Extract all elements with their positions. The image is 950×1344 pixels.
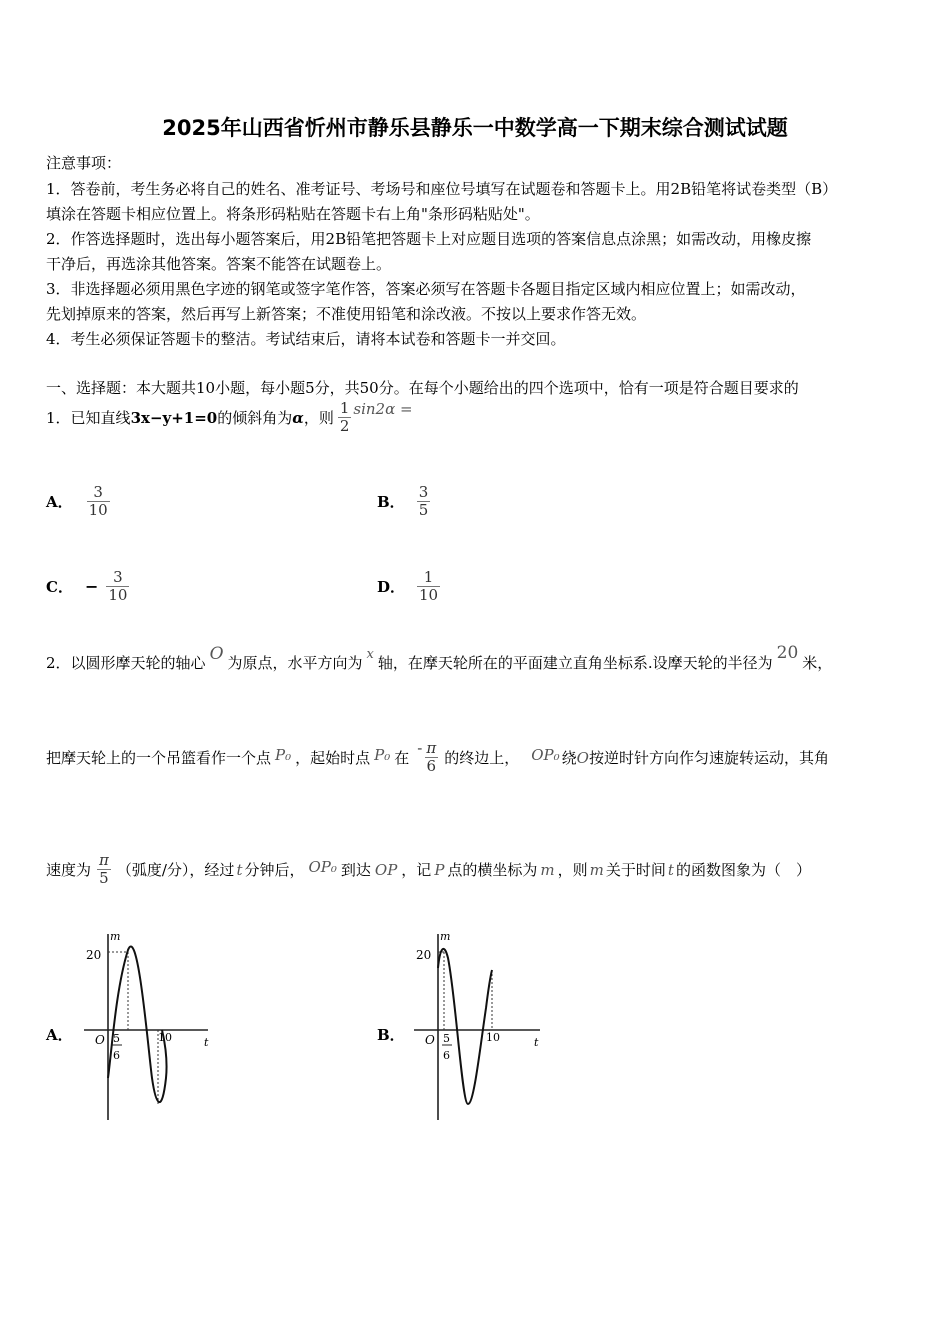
t-symbol: t [236,860,243,879]
x-symbol: x [366,647,374,662]
question-text: 轴，在摩天轮所在的平面建立直角坐标系.设摩天轮的半径为 [377,654,773,672]
angle-fraction [424,740,438,776]
option-fraction [417,484,431,520]
fraction-denominator: 5 [418,501,429,520]
x-axis-label: t [204,1036,209,1049]
y-max-label: 20 [416,948,432,962]
fraction-numerator: π [99,851,109,869]
x-tick-denominator: 6 [113,1049,120,1062]
question-text: 的函数图象为（ ） [675,861,811,880]
origin-label: O [425,1033,435,1047]
option-b[interactable] [377,484,430,520]
question-text: 已知直线 [70,409,131,428]
half-fraction [338,400,352,436]
notice-line: 先划掉原来的答案，然后再写上新答案；不准使用铅笔和涂改液。不按以上要求作答无效。 [46,305,647,323]
option-label: B． [377,493,405,512]
y-axis-label: m [440,930,451,943]
notice-line: 干净后，再选涂其他答案。答案不能答在试题卷上。 [46,255,392,273]
y-max-label: 20 [86,948,102,962]
question-text: 米， [802,654,833,672]
option-fraction [417,569,440,605]
radius-value: 20 [776,642,799,663]
fraction-denominator: 5 [99,869,109,888]
x-tick-denominator: 6 [443,1049,450,1062]
alpha-symbol: α [292,408,304,427]
origin-symbol: O [209,643,224,664]
op-symbol: OP [374,860,398,879]
fraction-numerator: 3 [93,483,103,501]
x-tick-numerator: 5 [443,1032,450,1045]
question-text: 的终边上， [444,749,520,768]
question-text: ，记 [401,861,432,880]
x-axis-label: t [534,1036,539,1049]
graph-option-a-label[interactable] [46,1024,73,1045]
option-sign: − [84,577,99,597]
notice-line: 3．非选择题必须用黑色字迹的钢笔或签字笔作答，答案必须写在答题卡各题目指定区域内相应位置上；如需改动， [46,280,806,298]
graph-a[interactable] [80,928,220,1124]
option-label: B． [377,1026,405,1044]
y-axis-label: m [110,930,121,943]
question-text: 分钟后， [244,861,305,880]
question-text: 按逆时针方向作匀速旋转运动，其角 [588,749,829,768]
question-2-line-2 [46,740,829,776]
question-text: ，起始时点 [295,749,371,768]
question-text: 绕 [561,749,577,768]
line-equation: 3x−y+1=0 [130,408,218,427]
question-text: 以圆形摩天轮的轴心 [70,654,206,672]
option-label: C． [46,578,73,597]
question-text: 点的横坐标为 [447,861,538,880]
option-fraction [87,484,110,520]
option-label: A． [46,493,73,512]
option-d[interactable] [377,569,440,605]
fraction-numerator: 3 [113,568,123,586]
option-a[interactable] [46,484,110,520]
fraction-denominator: 2 [339,417,350,436]
p0-symbol: P₀ [374,745,391,764]
notice-heading: 注意事项： [46,154,122,172]
question-number: 2． [46,654,71,672]
notice-line: 填涂在答题卡相应位置上。将条形码粘贴在答题卡右上角"条形码粘贴处"。 [46,205,540,223]
t-symbol: t [667,860,674,879]
question-text: 的倾斜角为 [217,409,293,428]
graph-b[interactable] [410,928,550,1124]
question-text: 关于时间 [605,861,666,880]
x-tick-10: 10 [486,1031,500,1044]
sin-expression: sin2α = [353,399,413,418]
question-text: ，则 [557,861,588,880]
question-text: 在 [394,749,410,768]
question-text: 到达 [340,861,371,880]
question-text: 把摩天轮上的一个吊篮看作一个点 [46,749,272,768]
p0-symbol: P₀ [275,745,292,764]
x-tick-10: 10 [158,1031,172,1044]
notice-line: 2．作答选择题时，选出每小题答案后，用2B铅笔把答题卡上对应题目选项的答案信息点涂黑；如需改动，用橡皮擦 [46,230,812,248]
notice-line: 1．答卷前，考生务必将自己的姓名、准考证号、考场号和座位号填写在试题卷和答题卡上。用2B铅笔将试卷类型（B） [46,180,838,198]
fraction-denominator: 6 [426,757,437,776]
speed-fraction [97,852,111,888]
fraction-denominator: 10 [88,501,108,520]
notice-line: 4．考生必须保证答题卡的整洁。考试结束后，请将本试卷和答题卡一并交回。 [46,330,566,348]
question-number: 1． [46,409,71,428]
origin-label: O [95,1033,105,1047]
op0-symbol: OP₀ [308,857,337,876]
option-label: D． [377,578,406,597]
question-text: 为原点，水平方向为 [227,654,363,672]
m-symbol: m [540,860,555,879]
m-symbol: m [589,860,604,879]
option-c[interactable] [46,569,129,605]
option-label: A． [46,1026,73,1044]
graph-curve [438,949,492,1104]
fraction-denominator: 10 [419,586,439,605]
fraction-denominator: 10 [108,586,128,605]
question-text: ，则 [303,409,334,428]
question-text: （弧度/分），经过 [116,861,235,880]
question-1 [46,400,413,436]
fraction-numerator: 1 [423,568,434,586]
fraction-numerator: 1 [339,399,350,417]
fraction-numerator: 3 [418,483,429,501]
origin-symbol: O [576,748,589,767]
x-tick-numerator: 5 [113,1032,120,1045]
section-heading: 一、选择题：本大题共10小题，每小题5分，共50分。在每个小题给出的四个选项中，恰有一项是符合题目要求的 [46,379,799,397]
page-title: 2025年山西省忻州市静乐县静乐一中数学高一下期末综合测试试题 [162,116,788,140]
negative-sign: - [417,738,423,757]
question-2-line-3 [46,852,811,888]
graph-option-b-label[interactable] [377,1024,405,1045]
p-symbol: P [434,860,445,879]
question-2-line-1 [46,642,833,673]
option-fraction [106,569,129,605]
op0-symbol: OP₀ [531,745,560,764]
question-text: 速度为 [46,861,92,880]
fraction-numerator: π [426,739,437,757]
